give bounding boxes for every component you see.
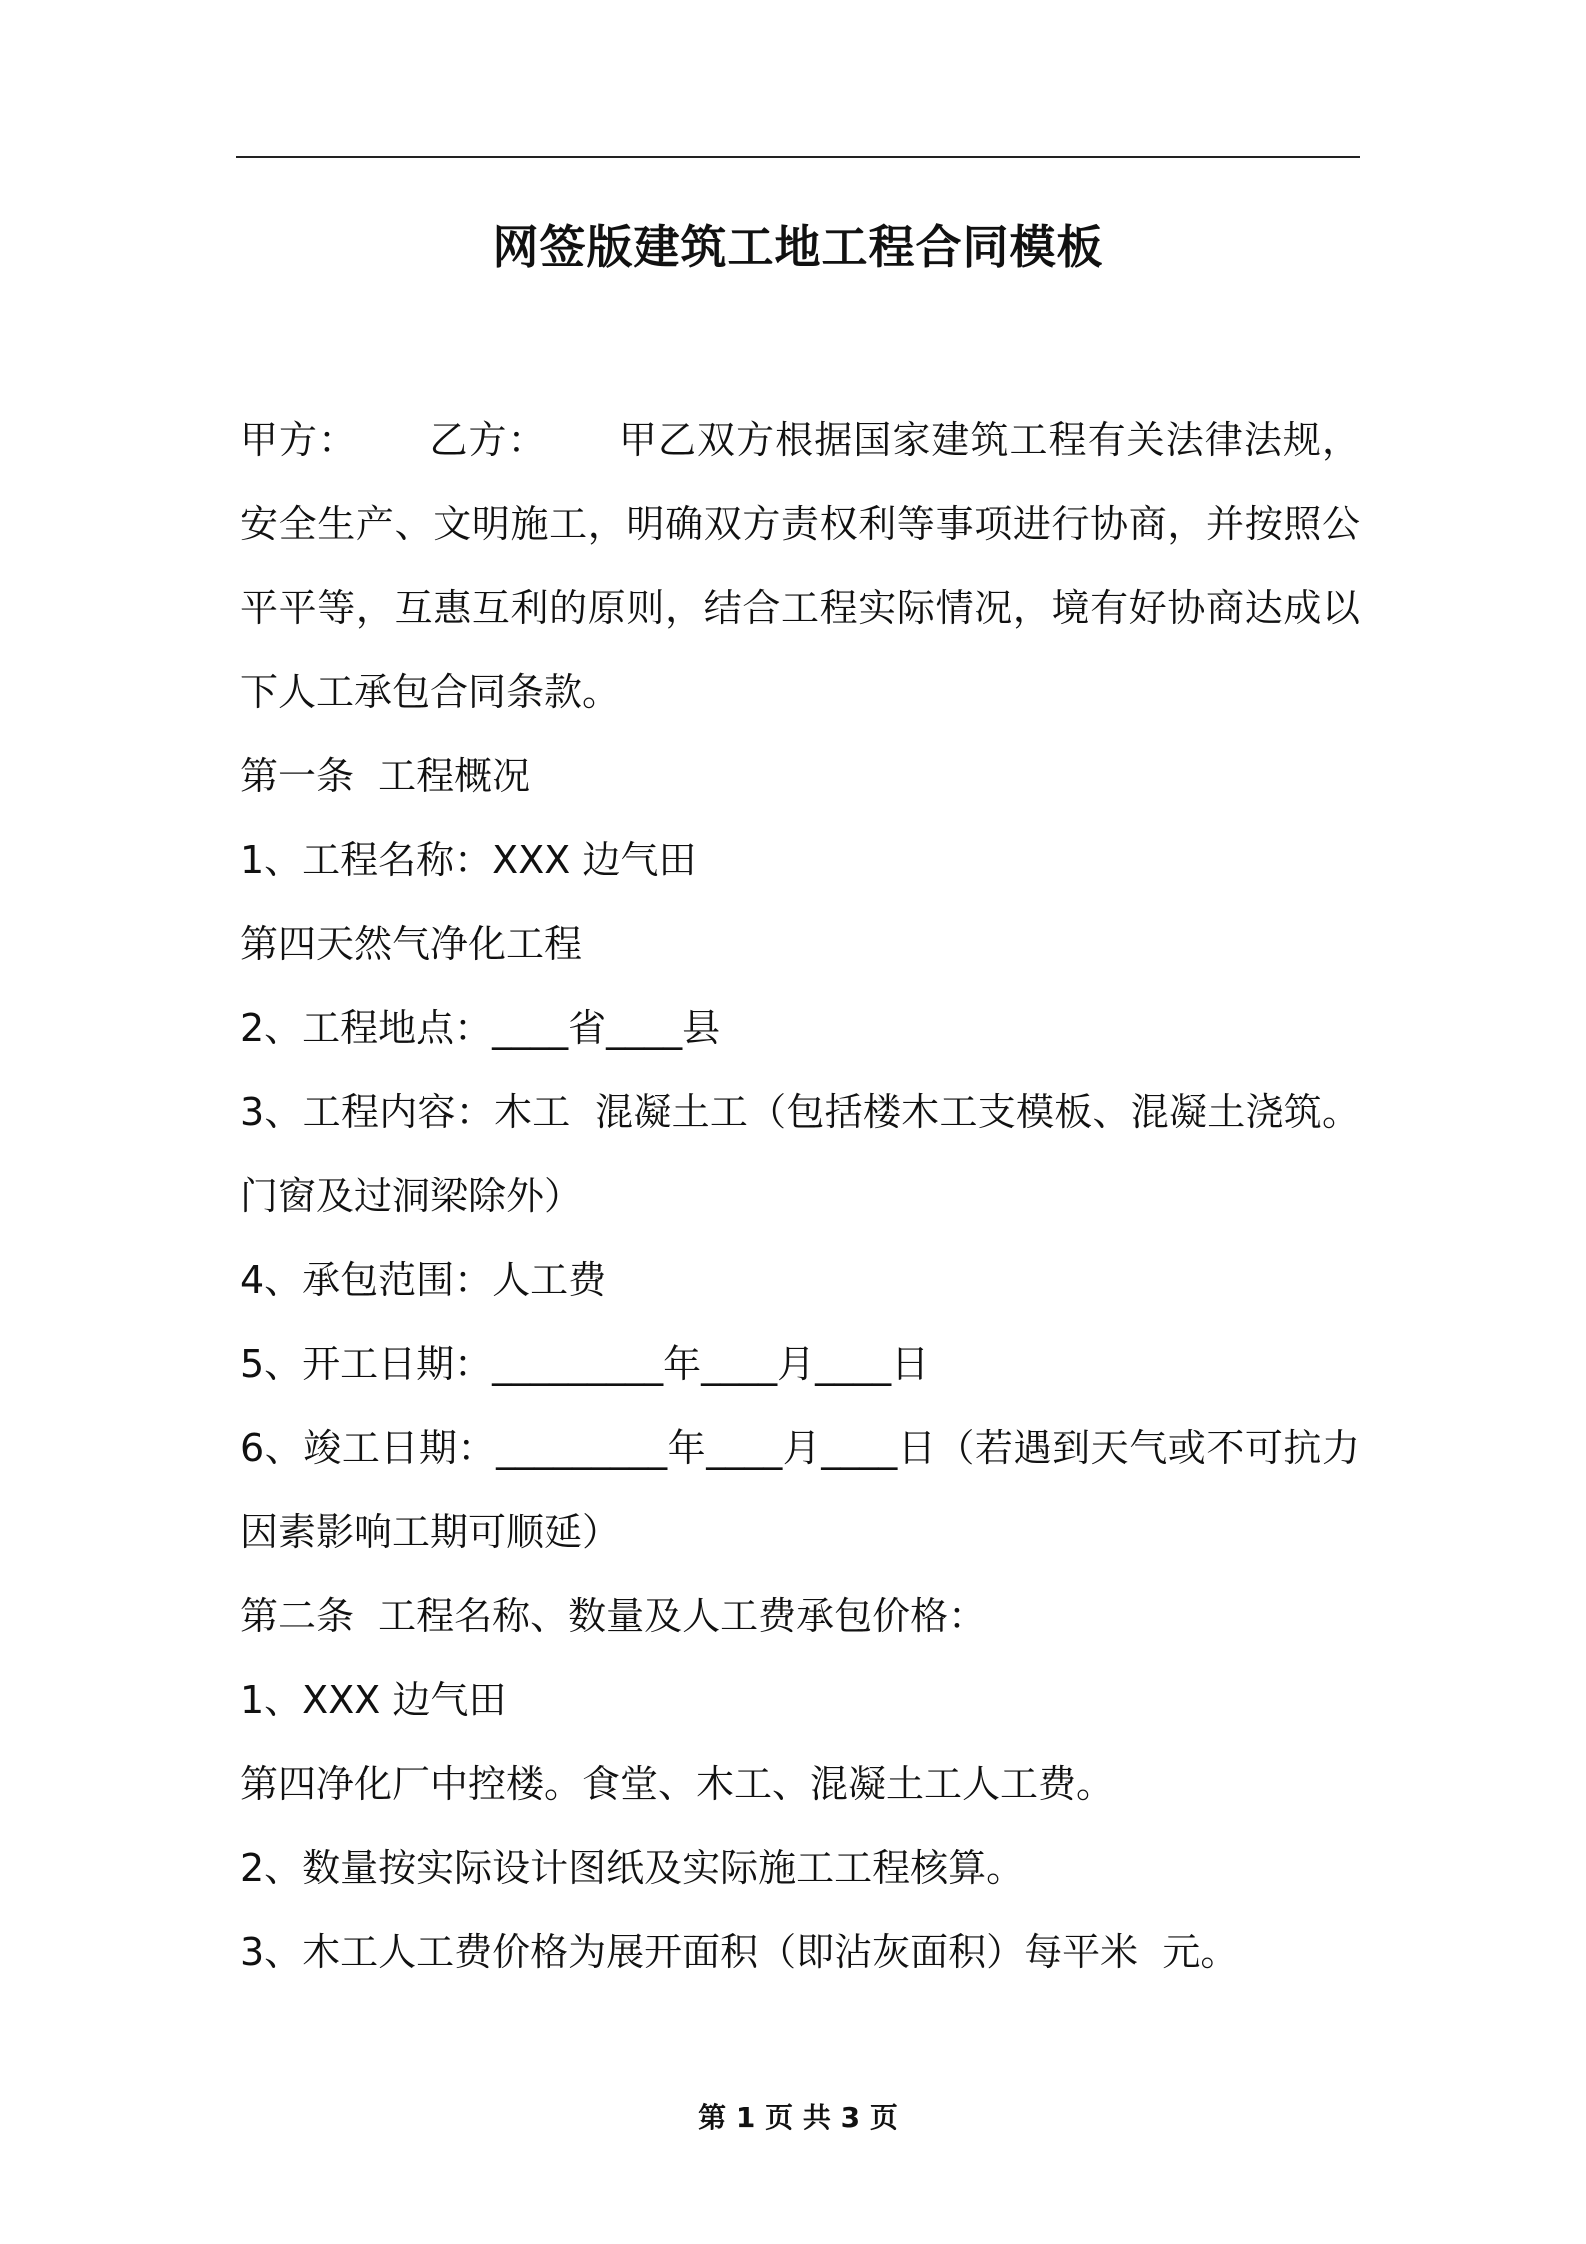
- paragraph-preamble: 甲方： 乙方： 甲乙双方根据国家建筑工程有关法律法规，安全生产、文明施工，明确双方责权利等事项进行协商，并按照公平平等，互惠互利的原则，结合工程实际情况，境有好协商达成以下人工承包合同条款。: [240, 418, 1360, 714]
- paragraph-article-1-heading: 第一条 工程概况: [240, 754, 531, 798]
- paragraph-project-content: 3、工程内容：木工 混凝土工（包括楼木工支模板、混凝土浇筑。门窗及过洞梁除外）: [240, 1090, 1360, 1218]
- paragraph-start-date: 5、开工日期：_________年____月____日: [240, 1342, 930, 1386]
- header-rule: [236, 156, 1360, 158]
- paragraph-project-name-cont: 第四天然气净化工程: [240, 922, 583, 966]
- paragraph-article-2-heading: 第二条 工程名称、数量及人工费承包价格：: [240, 1594, 987, 1638]
- paragraph-project-name: 1、工程名称：XXX 边气田: [240, 838, 697, 882]
- page-number: 第 1 页 共 3 页: [698, 2101, 898, 2134]
- paragraph-completion-date: 6、竣工日期：_________年____月____日（若遇到天气或不可抗力因素影响工期可顺延）: [240, 1426, 1360, 1554]
- paragraph-item-1: 1、XXX 边气田: [240, 1678, 507, 1722]
- document-title: 网签版建筑工地工程合同模板: [492, 220, 1104, 274]
- paragraph-item-2: 2、数量按实际设计图纸及实际施工工程核算。: [240, 1846, 1025, 1890]
- paragraph-item-3: 3、木工人工费价格为展开面积（即沾灰面积）每平米 元。: [240, 1930, 1239, 1974]
- document-body: [240, 398, 1360, 1994]
- paragraph-item-1-cont: 第四净化厂中控楼。食堂、木工、混凝土工人工费。: [240, 1762, 1115, 1806]
- paragraph-project-location: 2、工程地点：____省____县: [240, 1006, 721, 1050]
- paragraph-contract-scope: 4、承包范围：人工费: [240, 1258, 607, 1302]
